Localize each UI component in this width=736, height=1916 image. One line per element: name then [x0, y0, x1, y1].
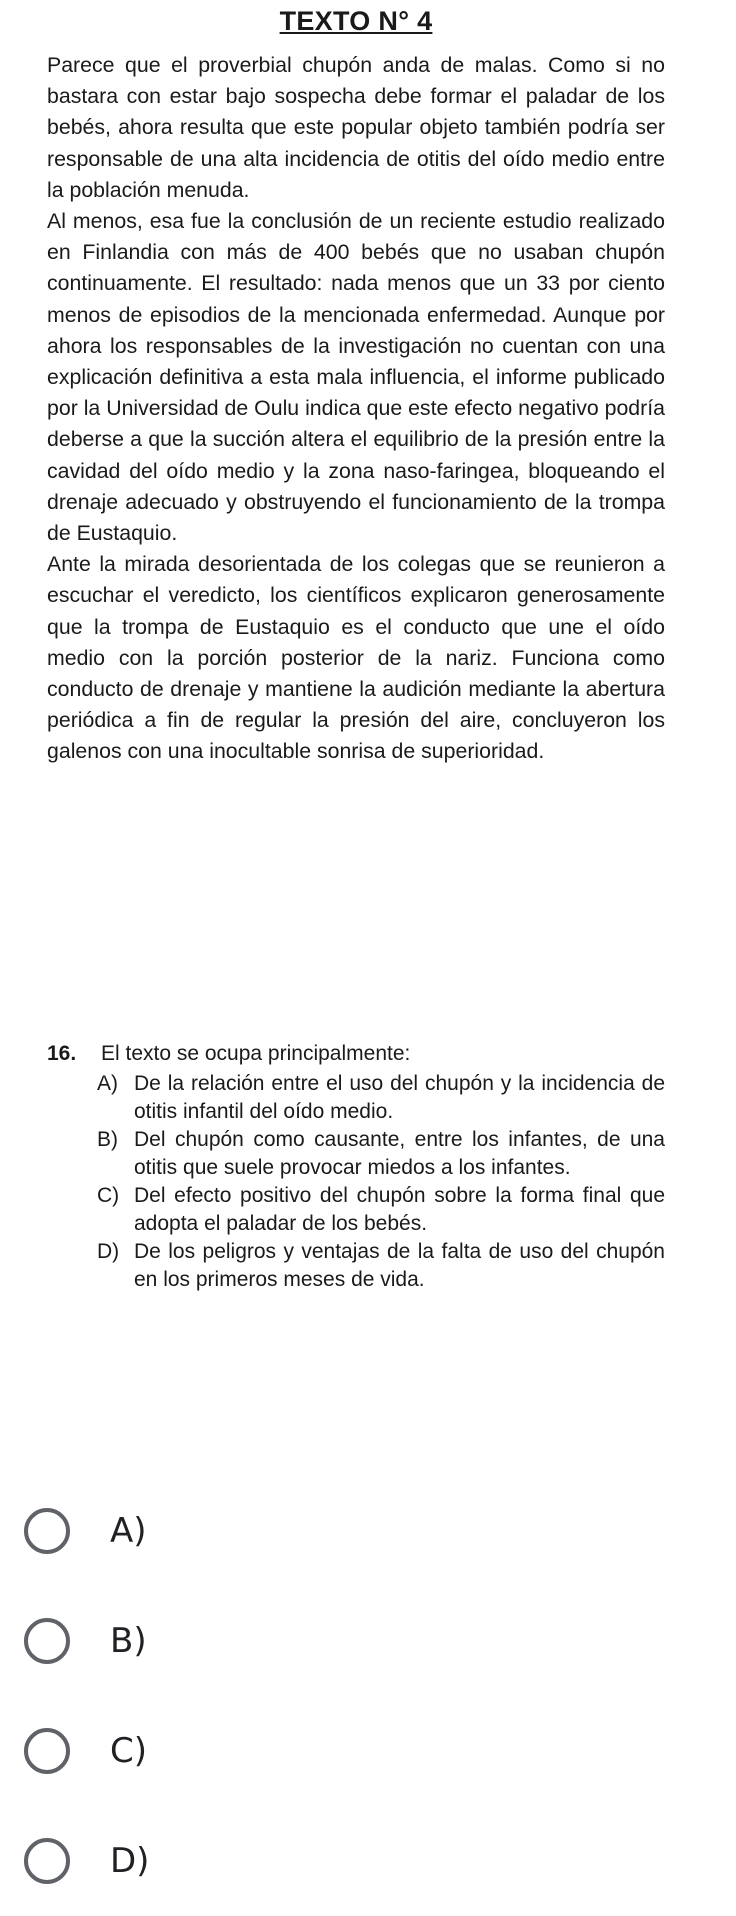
question-text: El texto se ocupa principalmente:: [101, 1042, 411, 1065]
option-letter: D): [97, 1240, 120, 1263]
radio-button-b[interactable]: [24, 1618, 70, 1664]
answer-label-d[interactable]: D): [110, 1841, 150, 1881]
answer-option-c[interactable]: [24, 1696, 714, 1806]
option-text: De la relación entre el uso del chupón y la incidencia de otitis infantil del oído medio.: [134, 1072, 665, 1123]
answer-label-c[interactable]: C): [110, 1731, 148, 1771]
radio-button-d[interactable]: [24, 1838, 70, 1884]
question-option-a: [47, 1070, 667, 1126]
passage-paragraph-1: Parece que el proverbial chupón anda de malas. Como si no bastara con estar bajo sospecha debe formar el paladar de los bebés, ahora resulta que este popular objeto también podría ser responsable de una alta incidencia de otitis del oído medio entre la población menuda.: [47, 53, 665, 202]
answer-label-b[interactable]: B): [110, 1621, 147, 1661]
radio-button-c[interactable]: [24, 1728, 70, 1774]
passage-paragraph-2: Al menos, esa fue la conclusión de un reciente estudio realizado en Finlandia con más de 400 bebés que no usaban chupón continuamente. El resultado: nada menos que un 33 por ciento menos de episodios de la mencionada enfermedad. Aunque por ahora los responsables de la investigación no cuentan con una explicación definitiva a esta mala influencia, el informe publicado por la Universidad de Oulu indica que este efecto negativo podría deberse a que la succión altera el equilibrio de la presión entre la cavidad del oído medio y la zona naso-faringea, bloqueando el drenaje adecuado y obstruyendo el funcionamiento de la trompa de Eustaquio.: [47, 209, 666, 546]
question-block: [47, 1040, 667, 1294]
answer-option-a[interactable]: [24, 1476, 714, 1586]
passage-title: TEXTO N° 4: [279, 6, 433, 36]
answer-radio-group: [24, 1476, 714, 1916]
option-letter: B): [97, 1128, 118, 1151]
question-option-d: [47, 1238, 667, 1294]
radio-button-a[interactable]: [24, 1508, 70, 1554]
option-text: De los peligros y ventajas de la falta de uso del chupón en los primeros meses de vida.: [134, 1240, 665, 1291]
question-number: 16.: [47, 1042, 77, 1065]
answer-option-b[interactable]: [24, 1586, 714, 1696]
question-option-c: [47, 1182, 667, 1238]
passage-paragraph-3: Ante la mirada desorientada de los colegas que se reunieron a escuchar el veredicto, los científicos explicaron generosamente que la trompa de Eustaquio es el conducto que une el oído medio con la porción posterior de la nariz. Funciona como conducto de drenaje y mantiene la audición mediante la abertura periódica a fin de regular la presión del aire, concluyeron los galenos con una inocultable sonrisa de superioridad.: [47, 552, 665, 764]
question-stem: [47, 1040, 667, 1068]
reading-passage: [47, 4, 665, 768]
answer-label-a[interactable]: A): [110, 1511, 147, 1551]
answer-option-d[interactable]: [24, 1806, 714, 1916]
option-text: Del efecto positivo del chupón sobre la forma final que adopta el paladar de los bebés.: [134, 1184, 665, 1235]
question-option-b: [47, 1126, 667, 1182]
option-text: Del chupón como causante, entre los infantes, de una otitis que suele provocar miedos a los infantes.: [134, 1128, 665, 1179]
option-letter: A): [97, 1072, 118, 1095]
option-letter: C): [97, 1184, 120, 1207]
